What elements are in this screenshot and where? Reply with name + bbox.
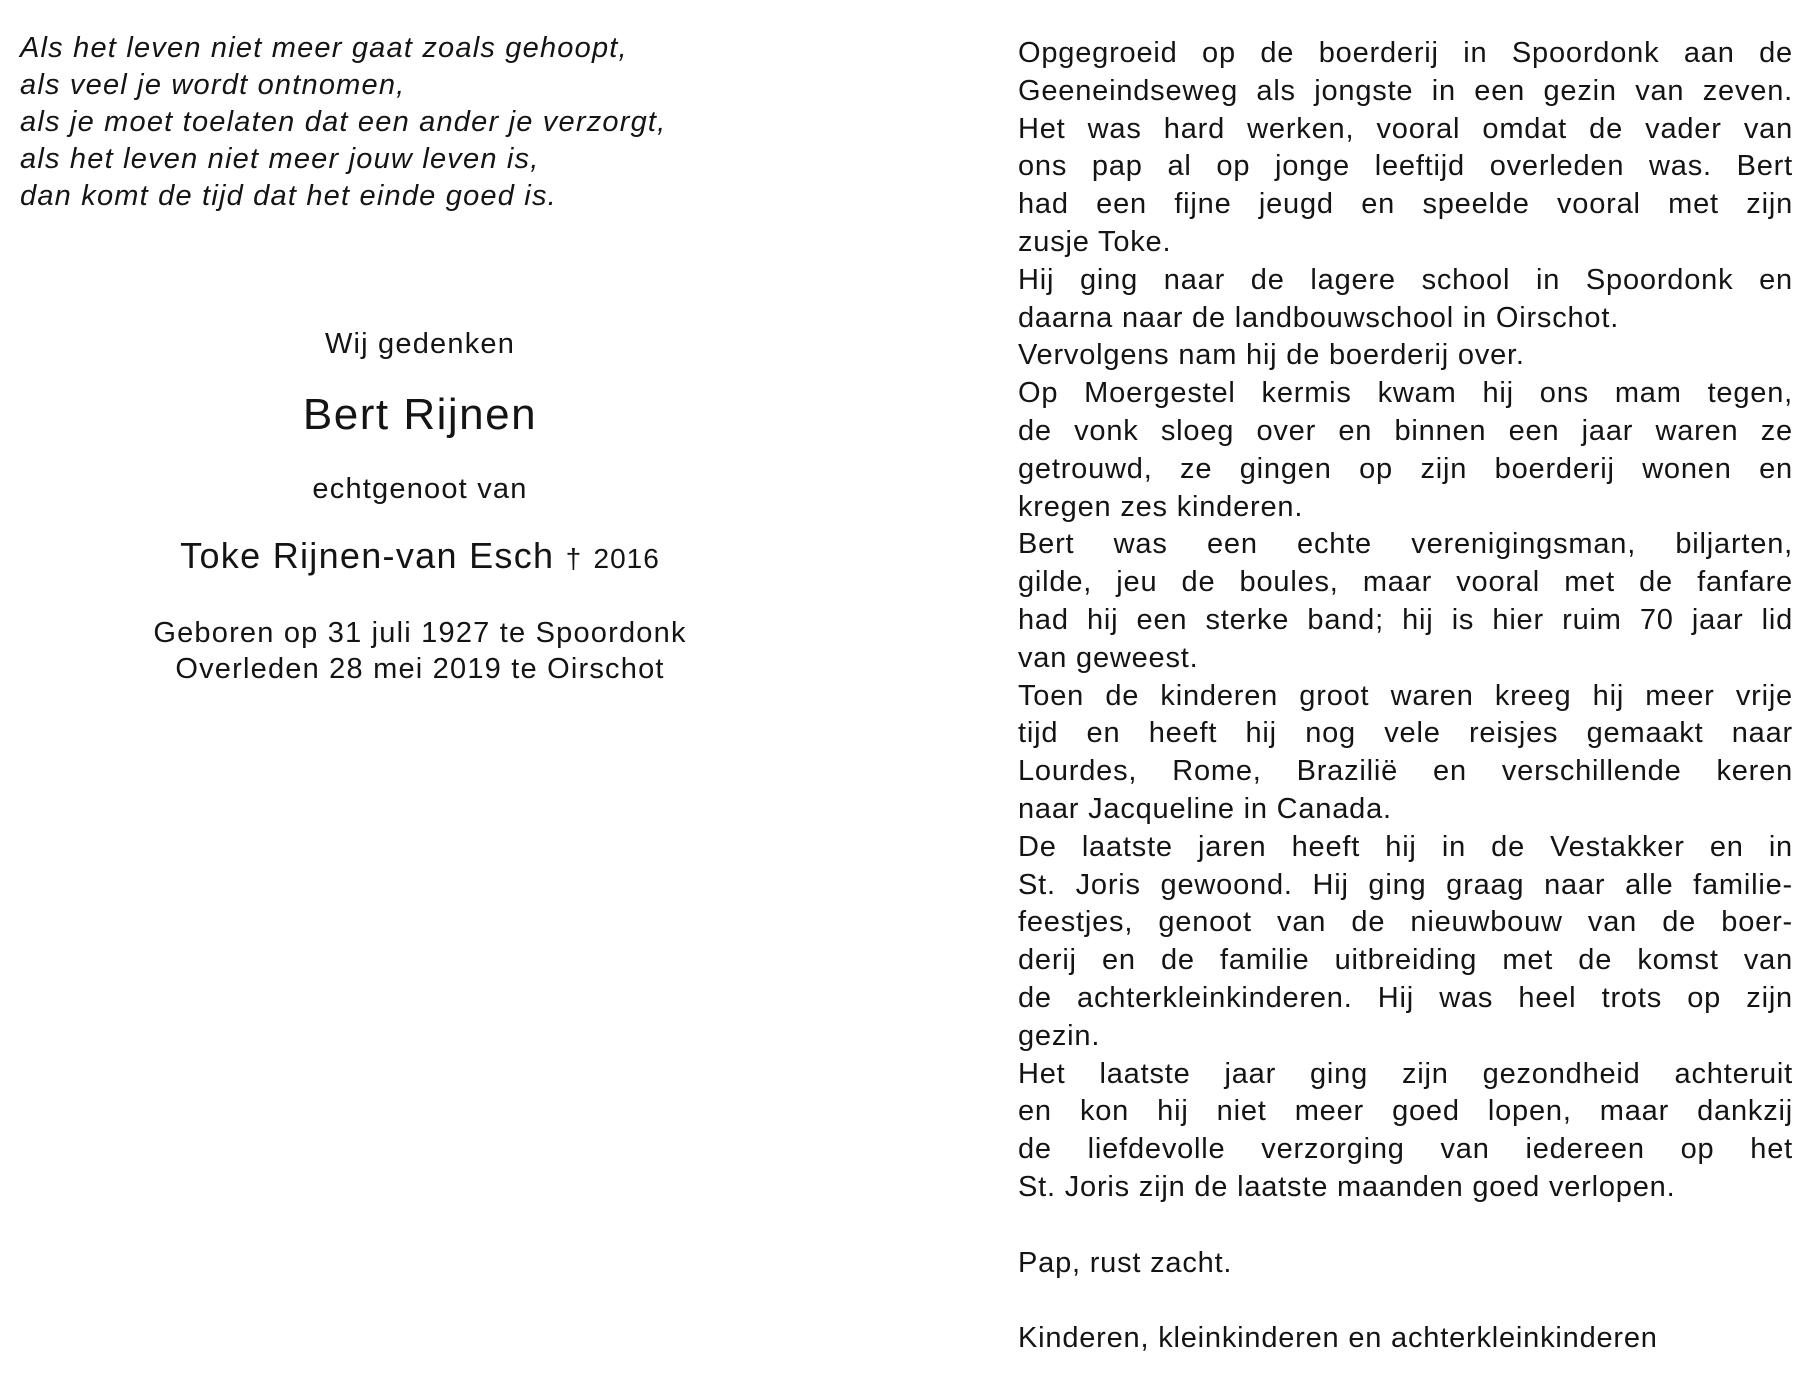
biography-line: Lourdes, Rome, Brazilië en verschillende keren	[1018, 755, 1793, 788]
biography-line: had een fijne jeugd en speelde vooral met zijn	[1018, 188, 1793, 221]
biography-line: de achterkleinkinderen. Hij was heel trots op zijn	[1018, 981, 1793, 1014]
biography-line: Toen de kinderen groot waren kreeg hij meer vrije	[1018, 679, 1793, 712]
biography-line: Hij ging naar de lagere school in Spoordonk en	[1018, 263, 1793, 296]
spacer	[1018, 1282, 1793, 1320]
biography-text	[1018, 35, 1793, 1207]
biography-line: feestjes, genoot van de nieuwbouw van de boer-	[1018, 906, 1793, 939]
spouse-name: Toke Rijnen-van Esch	[180, 535, 555, 576]
biography-line: kregen zes kinderen.	[1018, 490, 1304, 523]
biography-line: gilde, jeu de boules, maar vooral met de fanfare	[1018, 566, 1793, 599]
signature-text: Kinderen, kleinkinderen en achterkleinkinderen	[1018, 1322, 1658, 1355]
poem-line: als je moet toelaten dat een ander je verzorgt,	[20, 106, 667, 138]
biography-line: ons pap al op jonge leeftijd overleden was. Bert	[1018, 150, 1793, 183]
spouse-death-year: 2016	[593, 543, 660, 574]
biography-line: Bert was een echte verenigingsman, biljarten,	[1018, 528, 1793, 561]
poem	[20, 30, 820, 215]
biography-line: van geweest.	[1018, 641, 1199, 674]
deceased-name: Bert Rijnen	[302, 390, 538, 439]
biography-line: tijd en heeft hij nog vele reisjes gemaakt naar	[1018, 717, 1793, 750]
left-panel	[20, 30, 820, 685]
biography-line: zusje Toke.	[1018, 225, 1172, 258]
biography-paragraph	[1018, 678, 1793, 829]
biography-line: De laatste jaren heeft hij in de Vestakker en in	[1018, 830, 1793, 863]
spouse-line	[20, 535, 820, 577]
biography-paragraph	[1018, 526, 1793, 677]
spacer	[1018, 1207, 1793, 1245]
intro-text: Wij gedenken	[324, 328, 516, 360]
biography-line: gezin.	[1018, 1019, 1101, 1052]
biography-line: de liefdevolle verzorging van iedereen op het	[1018, 1133, 1793, 1166]
biography-line: Geeneindseweg als jongste in een gezin van zeven.	[1018, 74, 1793, 107]
biography-line: Het laatste jaar ging zijn gezondheid achteruit	[1018, 1057, 1793, 1090]
biography-paragraph	[1018, 262, 1793, 338]
biography-line: derij en de familie uitbreiding met de komst van	[1018, 944, 1793, 977]
biography-paragraph	[1018, 375, 1793, 526]
birth-line: Geboren op 31 juli 1927 te Spoordonk	[153, 617, 687, 649]
life-dates	[20, 615, 820, 687]
poem-line: Als het leven niet meer gaat zoals gehoopt,	[20, 32, 628, 64]
poem-line: dan komt de tijd dat het einde goed is.	[20, 180, 557, 212]
biography-paragraph	[1018, 337, 1793, 375]
biography-line: en kon hij niet meer goed lopen, maar dankzij	[1018, 1095, 1793, 1128]
biography-line: Opgegroeid op de boerderij in Spoordonk aan de	[1018, 37, 1793, 69]
biography-line: Vervolgens nam hij de boerderij over.	[1018, 339, 1525, 372]
biography-line: naar Jacqueline in Canada.	[1018, 792, 1392, 825]
biography-line: daarna naar de landbouwschool in Oirschot.	[1018, 301, 1620, 334]
biography-paragraph	[1018, 829, 1793, 1056]
biography-paragraph	[1018, 1056, 1793, 1207]
death-line: Overleden 28 mei 2019 te Oirschot	[175, 653, 665, 685]
cross-icon: †	[565, 543, 583, 574]
biography-line: St. Joris zijn de laatste maanden goed verlopen.	[1018, 1170, 1676, 1203]
poem-line: als veel je wordt ontnomen,	[20, 69, 406, 101]
biography-panel	[1018, 35, 1793, 1358]
biography-line: getrouwd, ze gingen op zijn boerderij wonen en	[1018, 452, 1793, 485]
biography-line: St. Joris gewoond. Hij ging graag naar alle familie-	[1018, 868, 1793, 901]
farewell-text: Pap, rust zacht.	[1018, 1246, 1233, 1279]
poem-line: als het leven niet meer jouw leven is,	[20, 143, 540, 175]
biography-line: Op Moergestel kermis kwam hij ons mam tegen,	[1018, 377, 1793, 410]
biography-paragraph	[1018, 35, 1793, 262]
biography-line: de vonk sloeg over en binnen een jaar waren ze	[1018, 414, 1793, 447]
biography-line: had hij een sterke band; hij is hier ruim 70 jaar lid	[1018, 603, 1793, 636]
biography-line: Het was hard werken, vooral omdat de vader van	[1018, 112, 1793, 145]
spouse-intro-text: echtgenoot van	[312, 473, 528, 505]
